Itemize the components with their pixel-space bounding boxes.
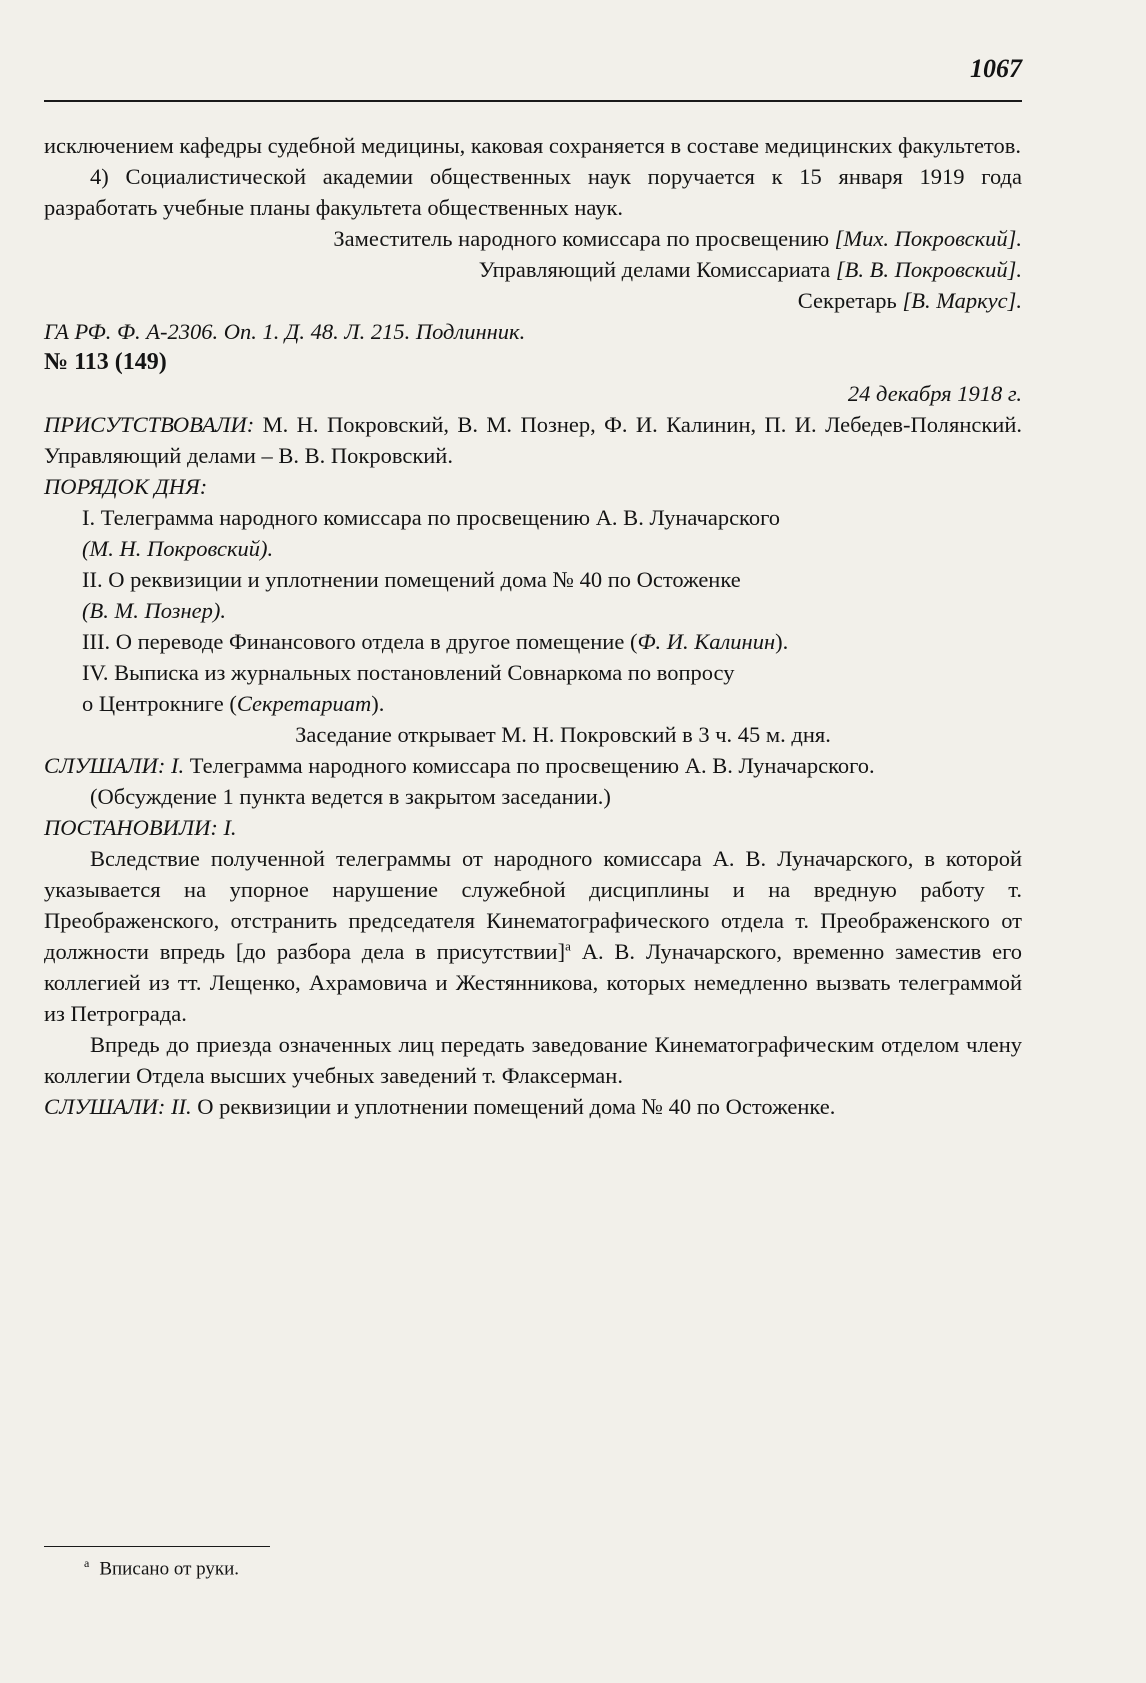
document-body [44, 130, 1022, 1122]
footnote-divider [44, 1546, 270, 1547]
heard-2-label: СЛУШАЛИ: II. [44, 1094, 192, 1119]
page-header [44, 44, 1022, 102]
heard-1-note: (Обсуждение 1 пункта ведется в закрытом заседании.) [90, 784, 611, 809]
signatures-block [44, 223, 1022, 316]
footnote [84, 1556, 239, 1580]
heard-2-text: О реквизиции и уплотнении помещений дома № 40 по Остоженке. [197, 1094, 836, 1119]
opening-line: Заседание открывает М. Н. Покровский в 3 ч. 45 м. дня. [295, 722, 831, 747]
resolved-1-paragraph-2: Впредь до приезда означенных лиц передать заведование Кинематографическим отделом члену коллегии Отдела высших учебных заведений т. Флаксерман. [44, 1032, 1022, 1088]
footnote-mark: а [84, 1556, 90, 1570]
agenda-item: IV. Выписка из журнальных постановлений Совнаркома по вопросу [82, 660, 735, 685]
footnote-text: Вписано от руки. [99, 1558, 240, 1580]
heard-1-paragraph [44, 750, 1022, 781]
signature-line: Заместитель народного комиссара по просвещению [Мих. Покровский]. [333, 226, 1022, 251]
document-date: 24 декабря 1918 г. [847, 381, 1022, 406]
present-text: М. Н. Покровский, В. М. Познер, Ф. И. Калинин, П. И. Лебедев-Полянский. Управляющий делами – В. В. Покровский. [44, 412, 1022, 468]
archive-reference: ГА РФ. Ф. А-2306. Оп. 1. Д. 48. Л. 215. Подлинник. [44, 319, 526, 344]
heard-1-label: СЛУШАЛИ: I. [44, 753, 185, 778]
present-paragraph [44, 409, 1022, 471]
heard-2-paragraph [44, 1091, 1022, 1122]
page-number: 1067 [970, 54, 1022, 83]
present-label: ПРИСУТСТВОВАЛИ: [44, 412, 255, 437]
resolved-1-label: ПОСТАНОВИЛИ: I. [44, 815, 237, 840]
agenda-item: о Центрокниге (Секретариат). [82, 691, 385, 716]
agenda-item: I. Телеграмма народного комиссара по просвещению А. В. Луначарского [82, 505, 781, 530]
continuation-paragraph: исключением кафедры судебной медицины, каковая сохраняется в составе медицинских факультетов. [44, 133, 1021, 158]
item-4-paragraph: 4) Социалистической академии общественных наук поручается к 15 января 1919 года разработать учебные планы факультета общественных наук. [44, 164, 1022, 220]
agenda-item: III. О переводе Финансового отдела в другое помещение (Ф. И. Калинин). [82, 629, 789, 654]
signature-line: Секретарь [В. Маркус]. [797, 288, 1022, 313]
agenda-item-who: (М. Н. Покровский). [82, 536, 274, 561]
agenda-list [82, 502, 1022, 719]
heard-1-text: Телеграмма народного комиссара по просвещению А. В. Луначарского. [189, 753, 875, 778]
signature-line: Управляющий делами Комиссариата [В. В. Покровский]. [478, 257, 1022, 282]
agenda-title: ПОРЯДОК ДНЯ: [44, 474, 208, 499]
resolved-1-paragraph: Вследствие полученной телеграммы от народного комиссара А. В. Луначарского, в которой указывается на упорное нарушение служебной дисциплины и на вредную работу т. Преображенского, отстранить председателя Кинематографического отдела т. Преображенского от должности впредь [до разбора дела в присутствии]$^а$ А. В. Луначарского, временно заместив его коллегией из тт. Лещенко, Ахрамовича и Жестянникова, которых немедленно вызвать телеграммой из Петрограда. [44, 846, 1023, 1026]
footnote-marker: а [565, 938, 571, 954]
document-number: № 113 (149) [44, 349, 167, 375]
agenda-item: II. О реквизиции и уплотнении помещений дома № 40 по Остоженке [82, 567, 741, 592]
agenda-item-who: (В. М. Познер). [82, 598, 226, 623]
